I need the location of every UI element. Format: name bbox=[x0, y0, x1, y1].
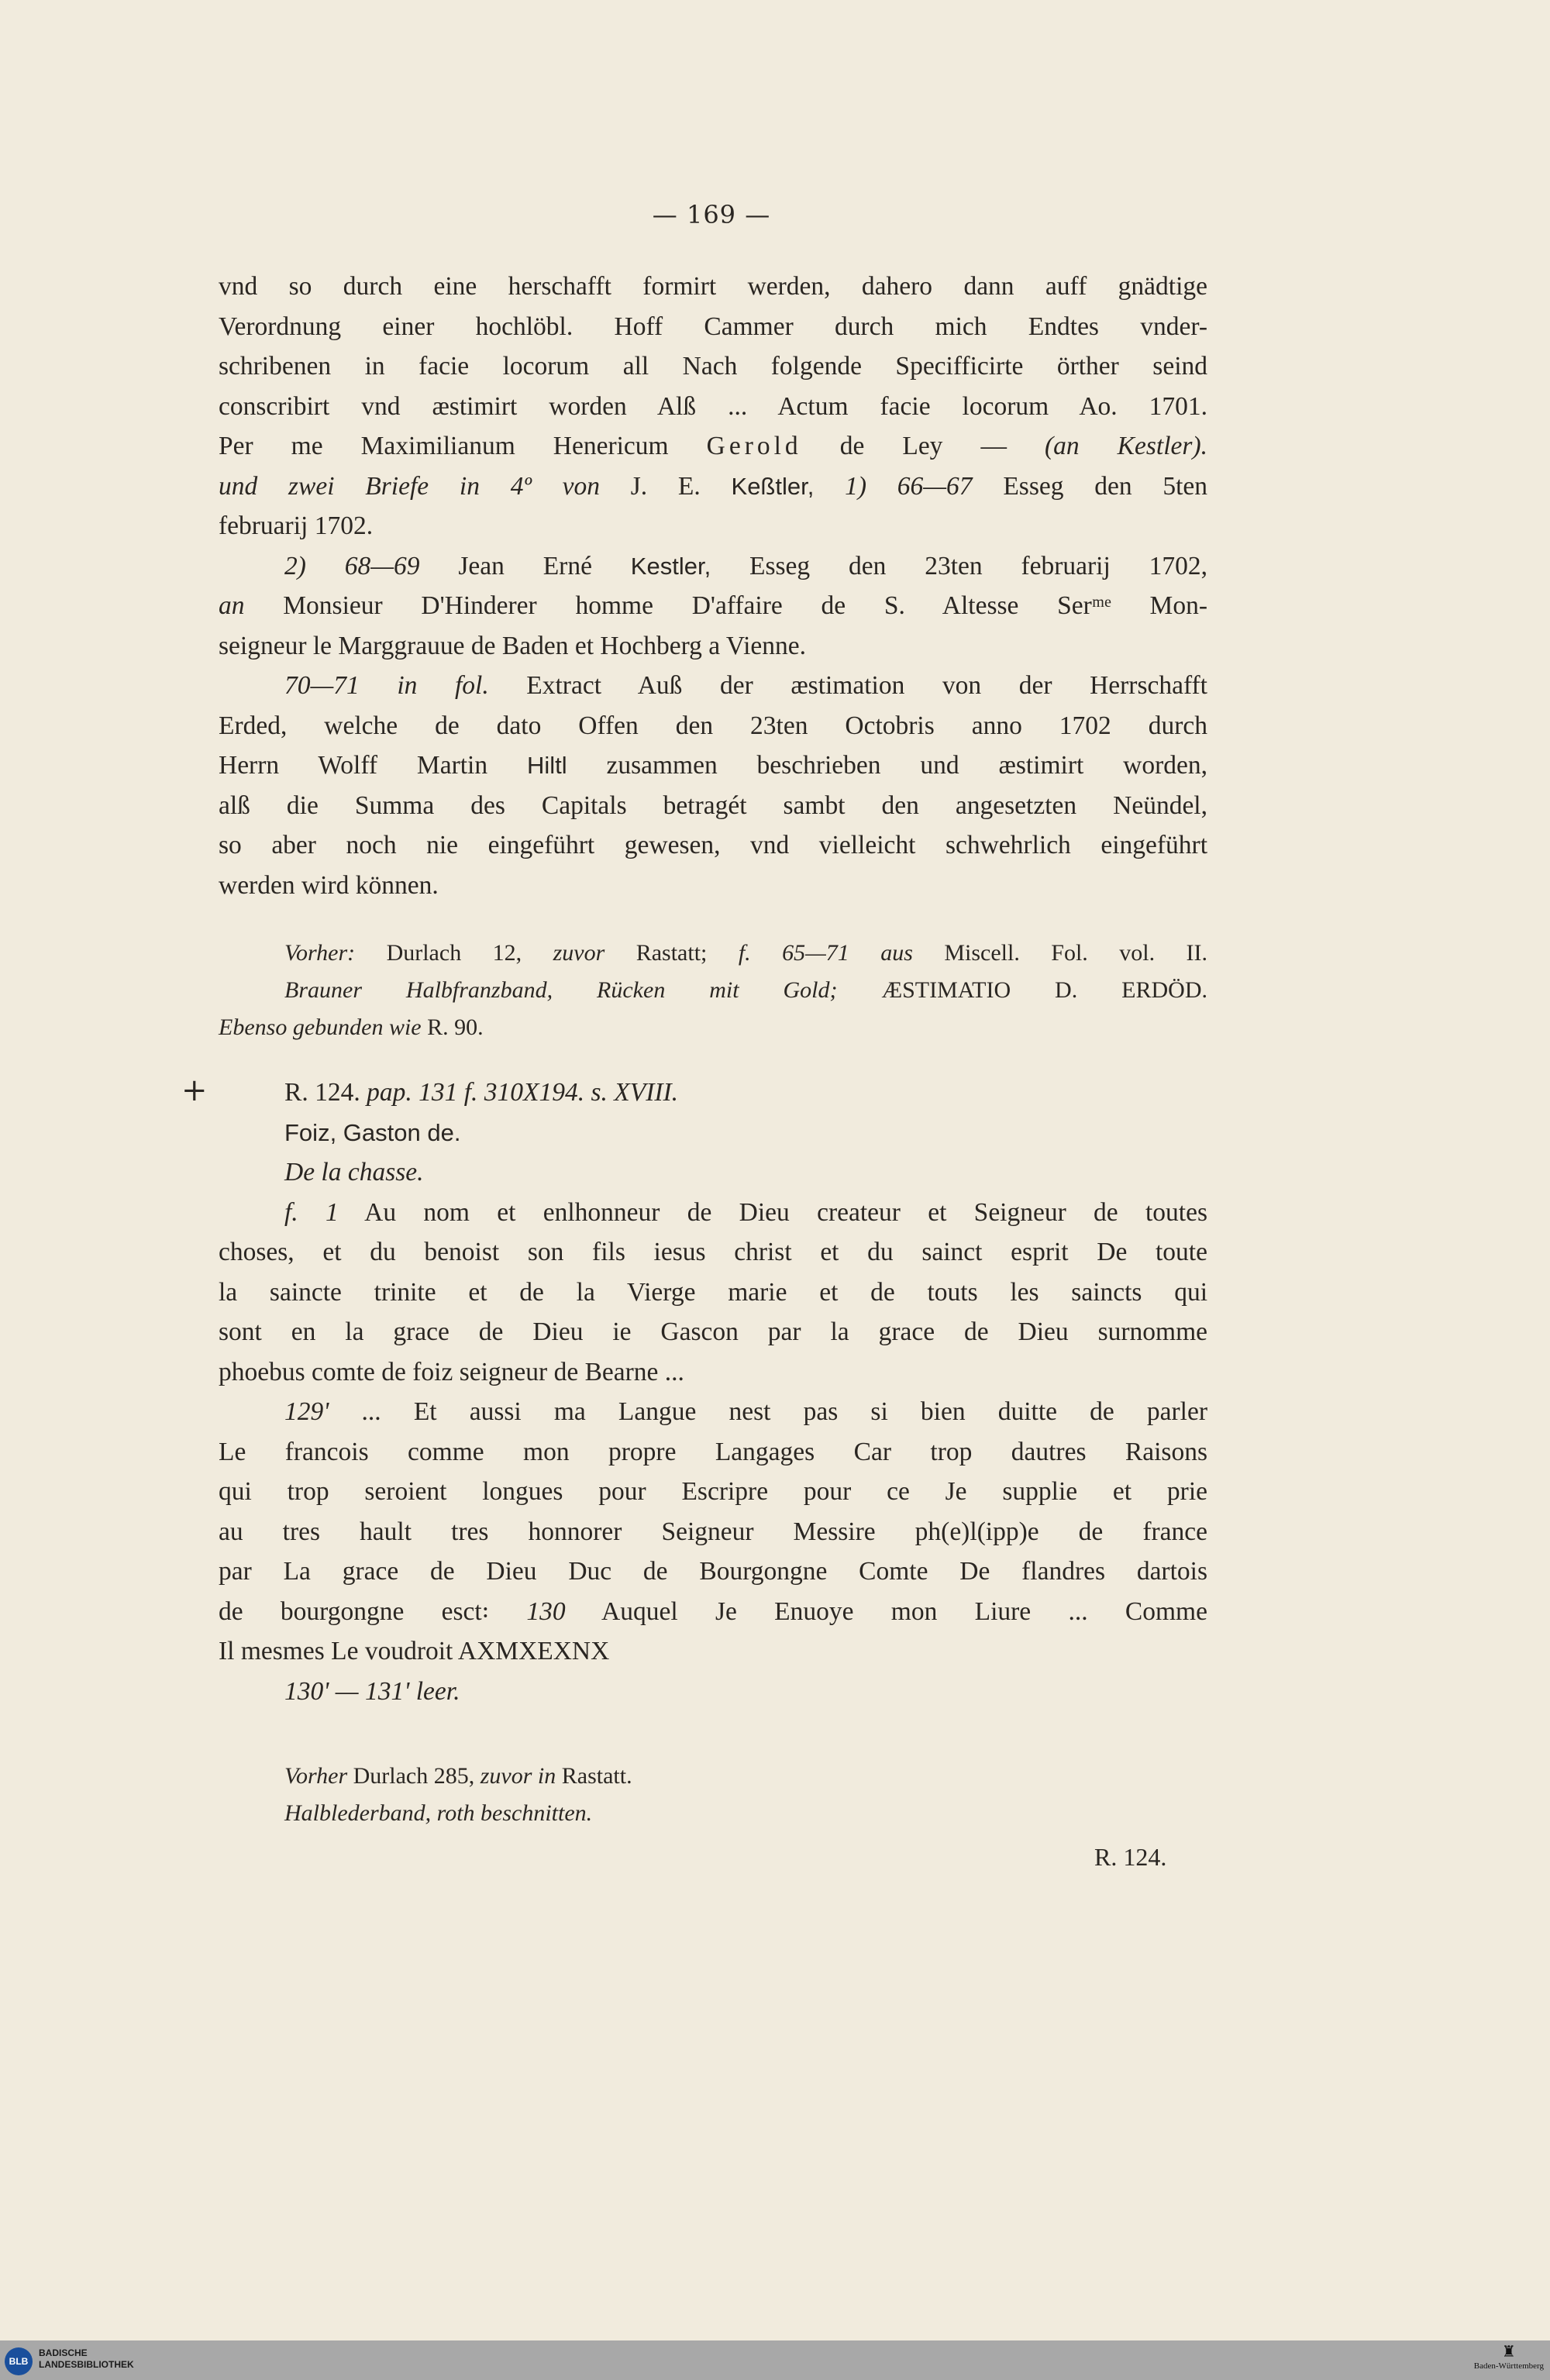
text-segment: ÆSTIMATIO D. ERDÖD. bbox=[837, 977, 1207, 1003]
text-segment: Esseg den 23ten februarij 1702, bbox=[711, 551, 1207, 580]
text-segment: Foiz, Gaston de. bbox=[284, 1118, 461, 1146]
text-line bbox=[219, 1512, 1207, 1552]
text-segment: Hiltl bbox=[526, 752, 567, 779]
text-line bbox=[219, 626, 1207, 666]
text-line bbox=[219, 1273, 1207, 1313]
page-number: — 169 — bbox=[652, 200, 771, 229]
text-segment: conscribirt vnd æstimirt worden Alß ... Actum facie locorum Ao. 1701. bbox=[219, 391, 1207, 421]
text-line bbox=[219, 426, 1207, 467]
text-line bbox=[219, 267, 1207, 307]
text-line bbox=[219, 746, 1207, 786]
text-line bbox=[219, 1672, 1207, 1712]
text-segment: Rastatt; bbox=[604, 940, 739, 966]
text-segment: zuvor in bbox=[480, 1763, 556, 1789]
text-segment: werden wird können. bbox=[219, 870, 439, 900]
text-segment: par La grace de Dieu Duc de Bourgongne Comte De flandres dartois bbox=[219, 1557, 1207, 1586]
text-line bbox=[219, 387, 1207, 427]
text-line bbox=[219, 1631, 1207, 1672]
text-segment: Le francois comme mon propre Langages Car trop dautres Raisons bbox=[219, 1437, 1207, 1466]
text-segment: de Ley — bbox=[801, 432, 1045, 460]
text-segment: R. 124. bbox=[284, 1078, 367, 1107]
text-segment: so aber noch nie eingeführt gewesen, vnd vielleicht schwehrlich eingeführt bbox=[219, 831, 1207, 859]
text-segment: Vorher bbox=[284, 1763, 348, 1789]
text-segment: 1) 66—67 bbox=[845, 471, 973, 501]
text-segment: pap. 131 f. 310X194. s. XVIII. bbox=[367, 1078, 679, 1107]
text-line bbox=[219, 972, 1207, 1009]
text-line bbox=[219, 1758, 1207, 1795]
text-segment: Verordnung einer hochlöbl. Hoff Cammer durch mich Endtes vnder- bbox=[219, 312, 1207, 341]
text-segment: Per me Maximilianum Henericum bbox=[219, 432, 707, 460]
text-line bbox=[219, 1232, 1207, 1273]
text-segment: f. 1 bbox=[284, 1197, 339, 1227]
text-segment: 2) 68—69 bbox=[284, 551, 420, 580]
text-line bbox=[219, 506, 1207, 546]
text-segment: an bbox=[219, 591, 245, 620]
text-segment: Gerold bbox=[706, 432, 802, 460]
text-segment: (an Kestler). bbox=[1045, 432, 1207, 460]
text-segment: 130' — 131' leer. bbox=[284, 1676, 460, 1706]
text-segment: Au nom et enlhonneur de Dieu createur et Seigneur de toutes bbox=[338, 1197, 1207, 1227]
coat-of-arms-icon: ♜ bbox=[1501, 2344, 1516, 2361]
text-segment: schribenen in facie locorum all Nach folgende Specifficirte örther seind bbox=[219, 352, 1207, 381]
text-segment: Auquel Je Enuoye mon Liure ... Comme bbox=[565, 1596, 1207, 1626]
text-segment: J. E. bbox=[600, 471, 732, 501]
text-segment: Il mesmes Le voudroit AXMXEXNX bbox=[219, 1637, 610, 1665]
text-segment: Halblederband, roth beschnitten. bbox=[284, 1800, 593, 1826]
text-segment: la saincte trinite et de la Vierge marie et de touts les saincts qui bbox=[219, 1277, 1207, 1307]
library-name-line2: LANDESBIBLIOTHEK bbox=[39, 2359, 134, 2370]
blb-logo-icon[interactable]: BLB bbox=[5, 2347, 33, 2375]
text-segment: Vorher: bbox=[284, 940, 356, 966]
text-line bbox=[219, 1392, 1207, 1432]
text-segment bbox=[814, 472, 845, 501]
text-line bbox=[219, 1312, 1207, 1352]
text-segment: phoebus comte de foiz seigneur de Bearne ... bbox=[219, 1357, 684, 1386]
text-segment: Jean Erné bbox=[419, 551, 631, 580]
text-line bbox=[219, 1592, 1207, 1632]
text-segment: de bourgongne esct꞉ bbox=[219, 1596, 527, 1626]
entry-marker: + bbox=[181, 1073, 208, 1108]
text-line bbox=[219, 866, 1207, 906]
baden-wuerttemberg-label: Baden-Württemberg bbox=[1473, 2361, 1544, 2371]
text-segment: ... Et aussi ma Langue nest pas si bien duitte de parler bbox=[329, 1397, 1207, 1426]
text-segment: R. 90. bbox=[421, 1014, 484, 1040]
text-segment: zuvor bbox=[553, 940, 605, 966]
text-line bbox=[219, 1552, 1207, 1592]
library-name-line1: BADISCHE bbox=[39, 2347, 88, 2358]
baden-wuerttemberg-mark bbox=[1474, 2344, 1544, 2371]
text-segment: februarij 1702. bbox=[219, 511, 374, 540]
text-segment: und zwei Briefe in 4º von bbox=[219, 471, 600, 501]
text-line bbox=[219, 935, 1207, 972]
text-segment: vnd so durch eine herschafft formirt werden, dahero dann auff gnädtige bbox=[219, 272, 1207, 301]
text-line bbox=[219, 1352, 1207, 1393]
text-segment: 70—71 in fol. bbox=[284, 671, 489, 700]
text-line bbox=[219, 1152, 1207, 1193]
kestler-provenance-note bbox=[219, 935, 1207, 1046]
text-line bbox=[219, 307, 1207, 347]
text-segment: qui trop seroient longues pour Escripre pour ce Je supplie et prie bbox=[219, 1477, 1207, 1506]
text-segment: Keßtler, bbox=[731, 472, 815, 500]
r124-provenance-note bbox=[219, 1758, 1207, 1832]
text-segment: Herrn Wolff Martin bbox=[219, 751, 527, 780]
text-segment: zusammen beschrieben und æstimirt worden, bbox=[567, 751, 1207, 780]
text-segment: Rastatt. bbox=[556, 1763, 632, 1789]
text-line bbox=[219, 1193, 1207, 1233]
text-line bbox=[219, 546, 1207, 587]
text-segment: Esseg den 5ten bbox=[972, 471, 1208, 501]
text-segment: au tres hault tres honnorer Seigneur Messire ph(e)l(ipp)e de france bbox=[219, 1517, 1207, 1546]
text-segment: seigneur le Marggrauue de Baden et Hochberg a Vienne. bbox=[219, 631, 806, 660]
kestler-entry-text bbox=[219, 267, 1207, 905]
library-name[interactable] bbox=[39, 2347, 134, 2371]
text-segment: Erded, welche de dato Offen den 23ten Octobris anno 1702 durch bbox=[219, 711, 1207, 740]
text-line bbox=[219, 467, 1207, 507]
text-segment: f. 65—71 aus bbox=[738, 940, 913, 966]
text-line bbox=[219, 666, 1207, 706]
text-segment: Brauner Halbfranzband, Rücken mit Gold; bbox=[284, 977, 838, 1003]
text-segment: Kestler, bbox=[630, 552, 711, 580]
text-line bbox=[219, 1009, 1207, 1046]
text-line bbox=[219, 706, 1207, 746]
text-line bbox=[219, 1432, 1207, 1472]
text-line bbox=[219, 1113, 1207, 1153]
text-line bbox=[219, 586, 1207, 626]
text-segment: choses, et du benoist son fils iesus christ et du sainct esprit De toute bbox=[219, 1238, 1207, 1266]
r124-entry-text bbox=[219, 1073, 1207, 1711]
text-segment: Ebenso gebunden wie bbox=[219, 1014, 422, 1040]
text-segment: Extract Auß der æstimation von der Herrschafft bbox=[488, 671, 1207, 700]
signature-mark: R. 124. bbox=[1094, 1843, 1167, 1871]
text-segment: alß die Summa des Capitals betragét sambt den angesetzten Neündel, bbox=[219, 790, 1207, 820]
text-line bbox=[219, 1073, 1207, 1113]
text-segment: Durlach 285, bbox=[347, 1763, 480, 1789]
text-line bbox=[219, 786, 1207, 826]
text-line bbox=[219, 346, 1207, 387]
text-segment: Durlach 12, bbox=[355, 940, 553, 966]
text-line bbox=[219, 1472, 1207, 1512]
text-line bbox=[219, 825, 1207, 866]
text-segment: sont en la grace de Dieu ie Gascon par la grace de Dieu surnomme bbox=[219, 1317, 1207, 1346]
viewer-footer-bar bbox=[0, 2340, 1550, 2380]
text-segment: Monsieur D'Hinderer homme D'affaire de S. Altesse Serᵐᵉ Mon- bbox=[244, 591, 1207, 620]
text-segment: De la chasse. bbox=[284, 1158, 424, 1187]
text-segment: 130 bbox=[526, 1596, 566, 1626]
text-line bbox=[219, 1795, 1207, 1832]
text-segment: Miscell. Fol. vol. II. bbox=[912, 940, 1208, 966]
text-segment: 129' bbox=[284, 1397, 329, 1426]
